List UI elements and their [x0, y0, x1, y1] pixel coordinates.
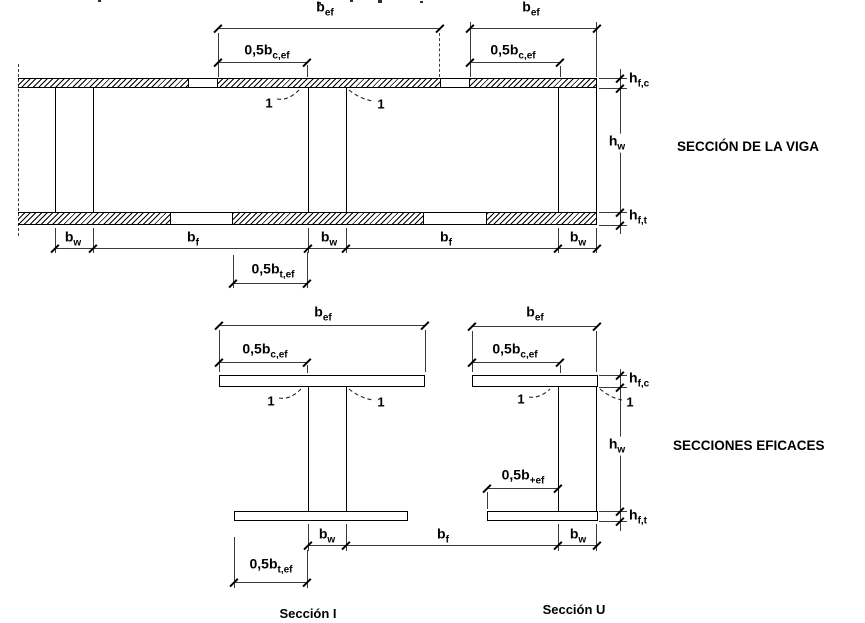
dim-label-subscript: ef [322, 312, 332, 324]
dim-label-subscript: w [617, 444, 626, 456]
dim-label-subscript: f [445, 534, 449, 546]
dim-label-subscript: c,ef [272, 50, 290, 62]
extension-line [346, 228, 347, 253]
dim-label-bw [321, 230, 337, 249]
extension-line [599, 212, 627, 213]
dim-label-main: 0,5b [492, 340, 521, 357]
dim-line [218, 28, 440, 29]
dim-label-main: 0,5b [251, 260, 280, 277]
web-line [308, 387, 309, 511]
dim-label-bf [440, 230, 452, 249]
dim-line [308, 545, 597, 546]
dim-label-bf [437, 527, 449, 546]
leader-arc [279, 389, 301, 398]
u-section-top-flange [472, 375, 598, 387]
extension-line [596, 22, 597, 77]
dim-label-bw [319, 527, 335, 546]
extension-line [596, 331, 597, 372]
symmetry-centerline [18, 64, 19, 236]
dim-line [472, 362, 560, 363]
dim-label-main: 0,5b [249, 555, 278, 572]
dim-label-bw [65, 230, 81, 249]
dim-label-main: 0,5b [501, 466, 530, 483]
dim-label-main: h [629, 206, 638, 223]
dim-label-main: b [316, 0, 325, 15]
dim-label-half_bt_ef [251, 262, 294, 281]
dim-label-subscript: f [448, 237, 452, 249]
extension-line [599, 225, 627, 226]
dim-label-hft [629, 208, 647, 227]
extension-line [472, 331, 473, 372]
dim-label-bf [187, 230, 199, 249]
dim-label-main: h [629, 69, 638, 86]
dim-line [472, 326, 597, 327]
dim-label-half_bc_ef [490, 43, 535, 62]
dim-label-subscript: w [327, 534, 336, 546]
dim-label-bw [570, 527, 586, 546]
dim-label-bef [522, 0, 539, 18]
dim-label-half_b_plus_ef [502, 468, 545, 487]
extension-line [308, 524, 309, 551]
dim-label-main: b [318, 525, 328, 542]
dim-label-subscript: f [195, 237, 199, 249]
effective-sections-title: SECCIONES EFICACES [673, 438, 825, 453]
dim-label-half_bc_ef [242, 342, 287, 361]
web-line [558, 88, 559, 212]
dim-label-subscript: t,ef [277, 564, 293, 576]
dim-line [470, 28, 597, 29]
dim-label-bef [314, 305, 331, 324]
dim-label-subscript: f,t [637, 215, 648, 227]
i-section-top-flange [219, 375, 425, 387]
web-line [558, 387, 559, 511]
dim-label-main: 0,5b [242, 340, 271, 357]
dim-line [233, 283, 307, 284]
dim-label-half_bc_ef [244, 43, 289, 62]
extension-line [307, 65, 308, 77]
dim-label-subscript: w [578, 534, 587, 546]
callout-1: 1 [517, 391, 525, 407]
extension-line [308, 228, 309, 253]
dim-label-hw [606, 437, 628, 456]
crop-text-remnant [98, 0, 101, 2]
dim-label-hfc [629, 371, 649, 390]
leader-arc [349, 90, 373, 101]
leader-arc [277, 90, 299, 99]
dim-label-subscript: t,ef [279, 269, 295, 281]
dim-label-main: h [608, 435, 618, 452]
callout-1: 1 [267, 393, 275, 409]
dim-label-hfc [629, 71, 649, 90]
section-i-caption: Sección I [279, 606, 337, 621]
extension-line [560, 365, 561, 373]
dim-label-subscript: ef [324, 7, 334, 19]
dim-line [219, 325, 425, 326]
extension-line [560, 66, 561, 77]
section-u-caption: Sección U [542, 602, 606, 617]
dim-label-main: b [440, 228, 449, 245]
extension-line [307, 365, 308, 373]
dim-label-main: b [569, 525, 579, 542]
i-section-bottom-flange [234, 511, 408, 521]
dim-label-main: h [629, 369, 638, 386]
dim-label-subscript: w [578, 237, 587, 249]
extension-line [218, 33, 219, 77]
extension-line [599, 88, 627, 89]
extension-line [558, 228, 559, 253]
dim-label-subscript: f,t [637, 515, 648, 527]
dim-label-main: b [314, 303, 323, 320]
dim-label-main: h [608, 132, 618, 149]
dim-line [234, 582, 307, 583]
bottom-flange-gap [423, 213, 487, 223]
dim-label-main: b [569, 228, 579, 245]
dim-label-bw [570, 230, 586, 249]
dim-label-subscript: w [617, 141, 626, 153]
extension-line [599, 387, 627, 388]
dim-line [470, 62, 560, 63]
dim-line [487, 488, 558, 489]
leader-arc [529, 389, 550, 397]
callout-1: 1 [626, 394, 634, 410]
extension-line [487, 492, 488, 509]
dim-label-subscript: c,ef [520, 349, 538, 361]
dim-label-subscript: c,ef [270, 349, 288, 361]
extension-line [346, 524, 347, 551]
top-flange-hatch [18, 78, 597, 88]
bottom-flange-gap [170, 213, 233, 223]
extension-line [439, 33, 440, 77]
callout-1: 1 [265, 95, 273, 111]
leader-arc [349, 389, 373, 400]
top-flange-gap [188, 79, 218, 86]
dim-label-subscript: c,ef [518, 50, 536, 62]
crop-text-remnant [378, 0, 382, 3]
crop-text-remnant [420, 1, 423, 3]
extension-line [219, 330, 220, 372]
dim-line [219, 362, 307, 363]
dim-label-main: b [64, 228, 74, 245]
dim-label-subscript: +ef [529, 475, 545, 487]
callout-1: 1 [377, 96, 385, 112]
dim-label-main: b [320, 228, 330, 245]
dim-label-bef [526, 305, 543, 324]
extension-line [599, 521, 627, 522]
dim-line [218, 62, 307, 63]
dim-label-bef [316, 0, 333, 18]
extension-line [93, 228, 94, 253]
web-line [55, 88, 56, 212]
extension-line [55, 228, 56, 253]
u-section-bottom-flange [487, 511, 598, 521]
beam-edge-line [596, 78, 597, 225]
dim-label-main: 0,5b [244, 41, 273, 58]
dim-label-main: b [187, 228, 196, 245]
dim-label-subscript: ef [530, 7, 540, 19]
dim-label-subscript: f,c [637, 378, 650, 390]
crop-text-remnant [350, 0, 353, 2]
dim-label-subscript: w [73, 237, 82, 249]
bottom-flange-hatch [18, 212, 597, 225]
beam-section-title: SECCIÓN DE LA VIGA [677, 139, 820, 154]
extension-line [599, 375, 627, 376]
extension-line [558, 524, 559, 551]
dim-label-main: b [437, 525, 446, 542]
dim-label-half_bc_ef [492, 342, 537, 361]
top-flange-gap [440, 79, 470, 86]
leader-arc [600, 389, 622, 400]
dim-label-main: b [522, 0, 531, 15]
dim-label-hft [629, 508, 647, 527]
dim-label-hw [606, 134, 628, 153]
dim-label-subscript: f,c [637, 78, 650, 90]
web-line [308, 88, 309, 212]
web-line [346, 88, 347, 212]
web-line [93, 88, 94, 212]
dim-label-main: b [526, 303, 535, 320]
extension-line [425, 330, 426, 372]
dim-label-subscript: ef [534, 312, 544, 324]
extension-line [470, 22, 471, 77]
web-line [596, 387, 597, 511]
dim-label-main: 0,5b [490, 41, 519, 58]
web-line [346, 387, 347, 511]
dim-label-subscript: w [329, 237, 338, 249]
dim-label-half_bt_ef [249, 557, 292, 576]
extension-line [599, 78, 627, 79]
dim-label-main: h [629, 506, 638, 523]
callout-1: 1 [377, 394, 385, 410]
extension-line [599, 511, 627, 512]
